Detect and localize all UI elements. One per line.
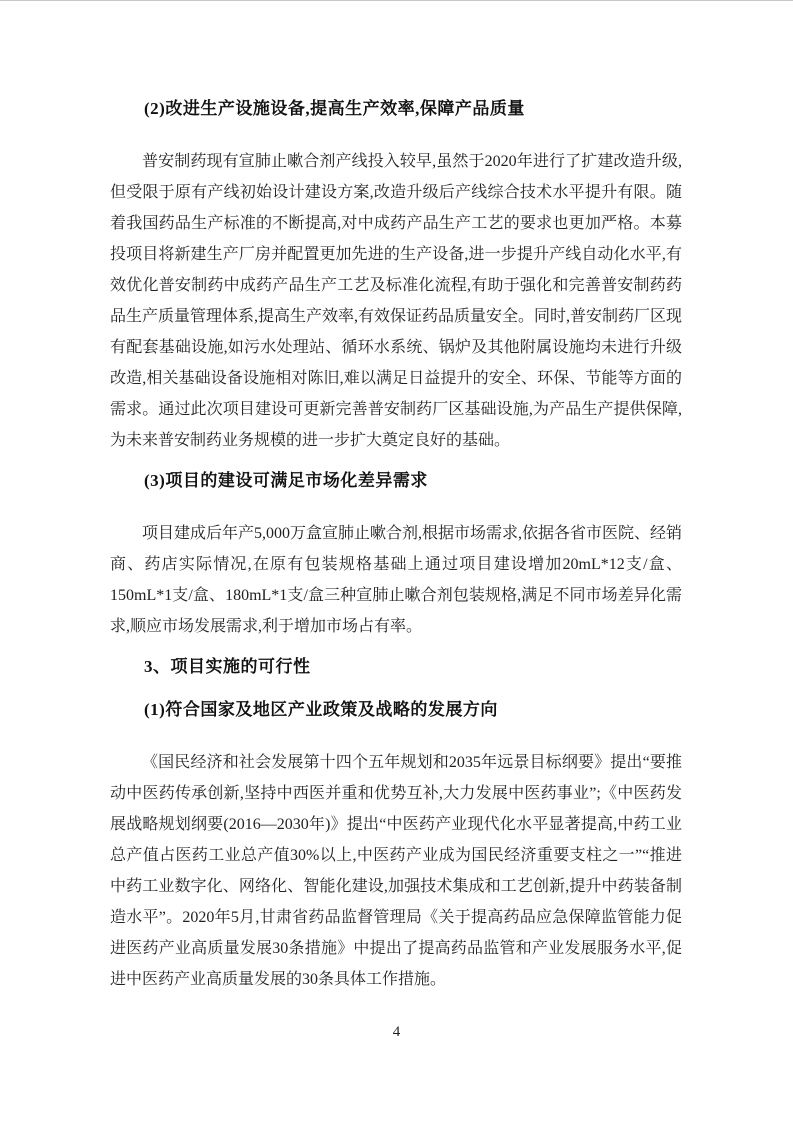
section-heading-policy-alignment: (1)符合国家及地区产业政策及战略的发展方向 — [144, 700, 498, 719]
section-heading-market-differentiation: (3)项目的建设可满足市场化差异需求 — [144, 471, 428, 490]
paragraph-improve-production: 普安制药现有宣肺止嗽合剂产线投入较早,虽然于2020年进行了扩建改造升级,但受限于原有产线初始设计建设方案,改造升级后产线综合技术水平提升有限。随着我国药品生产标准的不断提高,对中成药产品生产工艺的要求也更加严格。本募投项目将新建生产厂房并配置更加先进的生产设备,进一步提升产线自动化水平,有效优化普安制药中成药产品生产工艺及标准化流程,有助于强化和完善普安制药药品生产质量管理体系,提高生产效率,有效保证药品质量安全。同时,普安制药厂区现有配套基础设施,如污水处理站、循环水系统、锅炉及其他附属设施均未进行升级改造,相关基础设备设施相对陈旧,难以满足日益提升的安全、环保、节能等方面的需求。通过此次项目建设可更新完善普安制药厂区基础设施,为产品生产提供保障,为未来普安制药业务规模的进一步扩大奠定良好的基础。 — [110, 153, 683, 449]
document-content — [110, 97, 682, 995]
page-number: 4 — [392, 1024, 401, 1040]
section-heading-project-feasibility: 3、项目实施的可行性 — [144, 657, 311, 676]
page-footer — [0, 1023, 793, 1041]
section-heading-improve-production: (2)改进生产设施设备,提高生产效率,保障产品质量 — [144, 99, 525, 118]
paragraph-market-differentiation: 项目建成后年产5,000万盒宣肺止嗽合剂,根据市场需求,依据各省市医院、经销商、药店实际情况,在原有包装规格基础上通过项目建设增加20mL*12支/盒、150mL*1支/盒、180mL*1支/盒三种宣肺止嗽合剂包装规格,满足不同市场差异化需求,顺应市场发展需求,利于增加市场占有率。 — [110, 525, 683, 635]
paragraph-policy-alignment: 《国民经济和社会发展第十四个五年规划和2035年远景目标纲要》提出“要推动中医药传承创新,坚持中西医并重和优势互补,大力发展中医药事业”;《中医药发展战略规划纲要(2016—2030年)》提出“中医药产业现代化水平显著提高,中药工业总产值占医药工业总产值30%以上,中医药产业成为国民经济重要支柱之一”“推进中药工业数字化、网络化、智能化建设,加强技术集成和工艺创新,提升中药装备制造水平”。2020年5月,甘肃省药品监督管理局《关于提高药品应急保障监管能力促进医药产业高质量发展30条措施》中提出了提高药品监管和产业发展服务水平,促进中医药产业高质量发展的30条具体工作措施。 — [110, 754, 682, 988]
